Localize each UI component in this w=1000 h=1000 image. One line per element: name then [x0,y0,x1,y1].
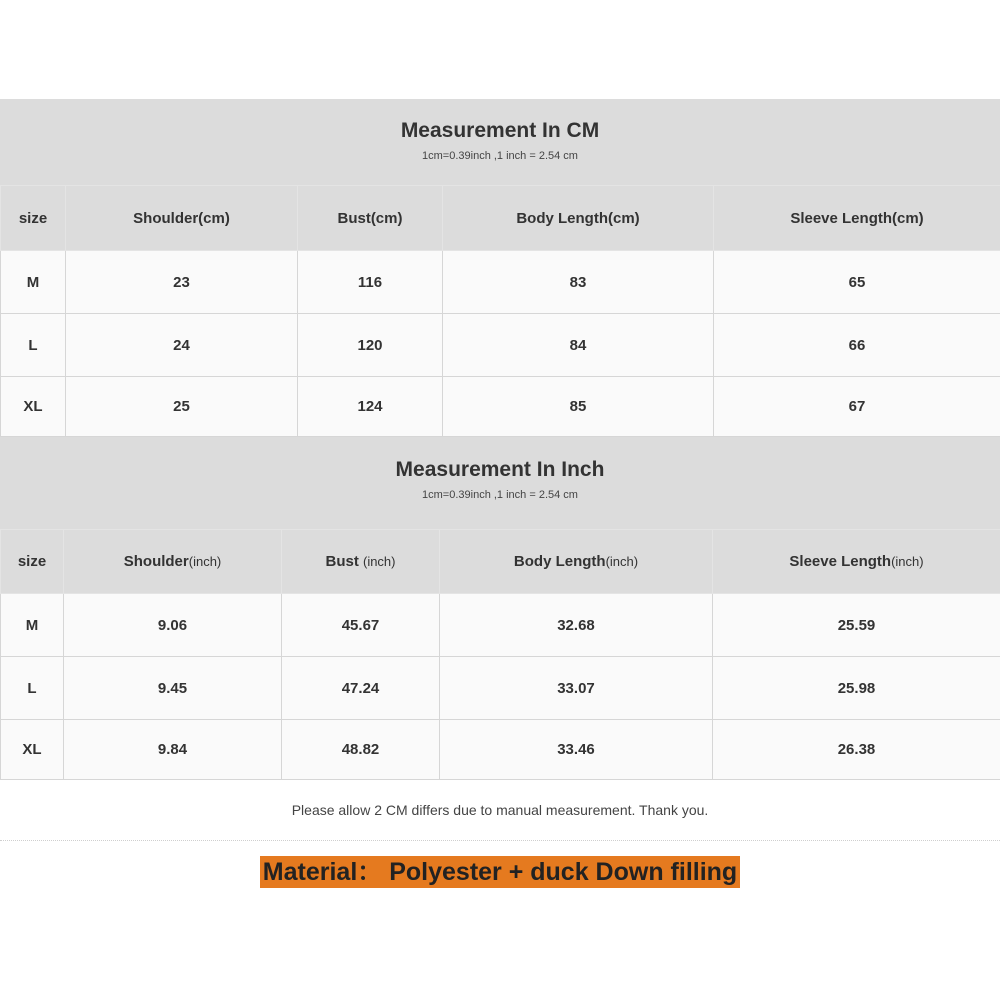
header-unit: (inch) [362,554,396,569]
header-unit: (inch) [891,554,924,569]
header-label: size [17,553,47,570]
inch-conversion-note: 1cm=0.39inch ,1 inch = 2.54 cm [422,489,578,501]
table-row [1,720,1000,780]
material-row [0,841,1000,905]
sleeve-length-cell: 25.59 [713,594,1000,657]
bust-cell: 116 [298,251,443,314]
column-header-body-length: Body Length(cm) [443,186,714,251]
table-header-row [1,186,1000,251]
column-header-shoulder: Shoulder(cm) [66,186,298,251]
size-chart [0,99,1000,905]
shoulder-cell: 23 [66,251,298,314]
measurement-note: Please allow 2 CM differs due to manual measurement. Thank you. [0,780,1000,841]
table-row [1,594,1000,657]
shoulder-cell: 9.06 [64,594,282,657]
column-header-size: size [1,186,66,251]
inch-measurement-table [0,529,1000,780]
header-label: Sleeve Length [789,553,892,570]
table-row [1,377,1000,437]
bust-cell: 124 [298,377,443,437]
sleeve-length-cell: 66 [714,314,1000,377]
cm-conversion-note: 1cm=0.39inch ,1 inch = 2.54 cm [422,150,578,162]
sleeve-length-cell: 65 [714,251,1000,314]
table-row [1,314,1000,377]
size-cell: M [1,251,66,314]
column-header-shoulder [64,530,282,594]
header-label: Bust [325,553,363,570]
bust-cell: 48.82 [282,720,440,780]
size-cell: L [1,657,64,720]
table-row [1,251,1000,314]
column-header-bust: Bust(cm) [298,186,443,251]
cm-table-title: Measurement In CM [400,119,600,142]
bust-cell: 120 [298,314,443,377]
sleeve-length-cell: 26.38 [713,720,1000,780]
size-cell: L [1,314,66,377]
shoulder-cell: 9.45 [64,657,282,720]
size-cell: M [1,594,64,657]
header-unit: (inch) [188,554,222,569]
body-length-cell: 84 [443,314,714,377]
table-header-row [1,530,1000,594]
cm-measurement-table [0,185,1000,437]
header-label: Body Length [513,553,606,570]
column-header-body-length [440,530,713,594]
column-header-sleeve-length [713,530,1000,594]
shoulder-cell: 25 [66,377,298,437]
inch-title-block [0,437,1000,529]
material-label: Material： Polyester + duck Down filling [260,856,740,888]
shoulder-cell: 24 [66,314,298,377]
shoulder-cell: 9.84 [64,720,282,780]
body-length-cell: 33.46 [440,720,713,780]
size-cell: XL [1,377,66,437]
column-header-bust [282,530,440,594]
body-length-cell: 83 [443,251,714,314]
body-length-cell: 33.07 [440,657,713,720]
body-length-cell: 32.68 [440,594,713,657]
sleeve-length-cell: 25.98 [713,657,1000,720]
cm-title-block [0,99,1000,185]
bust-cell: 45.67 [282,594,440,657]
header-unit: (inch) [605,554,639,569]
table-row [1,657,1000,720]
header-label: Shoulder [123,553,189,570]
size-cell: XL [1,720,64,780]
sleeve-length-cell: 67 [714,377,1000,437]
column-header-sleeve-length: Sleeve Length(cm) [714,186,1000,251]
body-length-cell: 85 [443,377,714,437]
bust-cell: 47.24 [282,657,440,720]
inch-table-title: Measurement In Inch [395,458,605,481]
column-header-size [1,530,64,594]
